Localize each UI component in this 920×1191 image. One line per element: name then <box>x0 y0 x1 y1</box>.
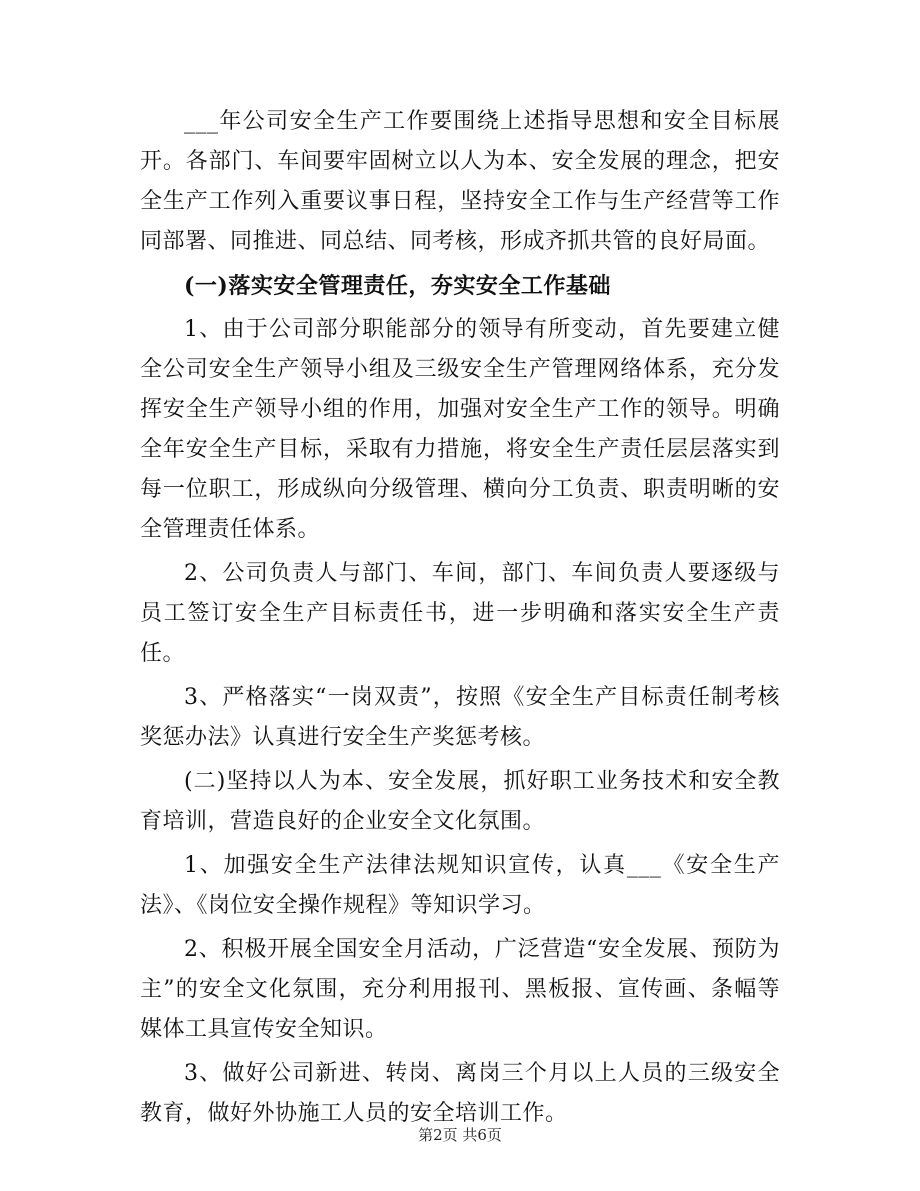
paragraph-1-2: 2、公司负责人与部门、车间，部门、车间负责人要逐级与员工签订安全生产目标责任书，进一步明确和落实安全生产责任。 <box>140 561 780 666</box>
paragraph-1-1: 1、由于公司部分职能部分的领导有所变动，首先要建立健全公司安全生产领导小组及三级安全生产管理网络体系，充分发挥安全生产领导小组的作用，加强对安全生产工作的领导。明确全年安全生产目标，采取有力措施，将安全生产责任层层落实到每一位职工，形成纵向分级管理、横向分工负责、职责明晰的安全管理责任体系。 <box>140 317 780 542</box>
paragraph-2-1: 1、加强安全生产法律法规知识宣传，认真___《安全生产法》、《岗位安全操作规程》等知识学习。 <box>140 853 780 918</box>
paragraph-intro: ___年公司安全生产工作要围绕上述指导思想和安全目标展开。各部门、车间要牢固树立以人为本、安全发展的理念，把安全生产工作列入重要议事日程，坚持安全工作与生产经营等工作同部署、同推进、同总结、同考核，形成齐抓共管的良好局面。 <box>140 109 780 254</box>
page-number-footer: 第2页 共6页 <box>418 1126 502 1144</box>
paragraph-1-3: 3、严格落实“一岗双责”，按照《安全生产目标责任制考核奖惩办法》认真进行安全生产奖惩考核。 <box>140 685 780 750</box>
section-heading-1: (一)落实安全管理责任，夯实安全工作基础 <box>184 273 611 299</box>
paragraph-2-3: 3、做好公司新进、转岗、离岗三个月以上人员的三级安全教育，做好外协施工人员的安全培训工作。 <box>140 1061 780 1126</box>
section-heading-2: (二)坚持以人为本、安全发展，抓好职工业务技术和安全教育培训，营造良好的企业安全文化氛围。 <box>140 769 780 834</box>
document-body <box>140 102 780 1138</box>
paragraph-2-2: 2、积极开展全国安全月活动，广泛营造“安全发展、预防为主”的安全文化氛围，充分利用报刊、黑板报、宣传画、条幅等媒体工具宣传安全知识。 <box>140 937 780 1042</box>
